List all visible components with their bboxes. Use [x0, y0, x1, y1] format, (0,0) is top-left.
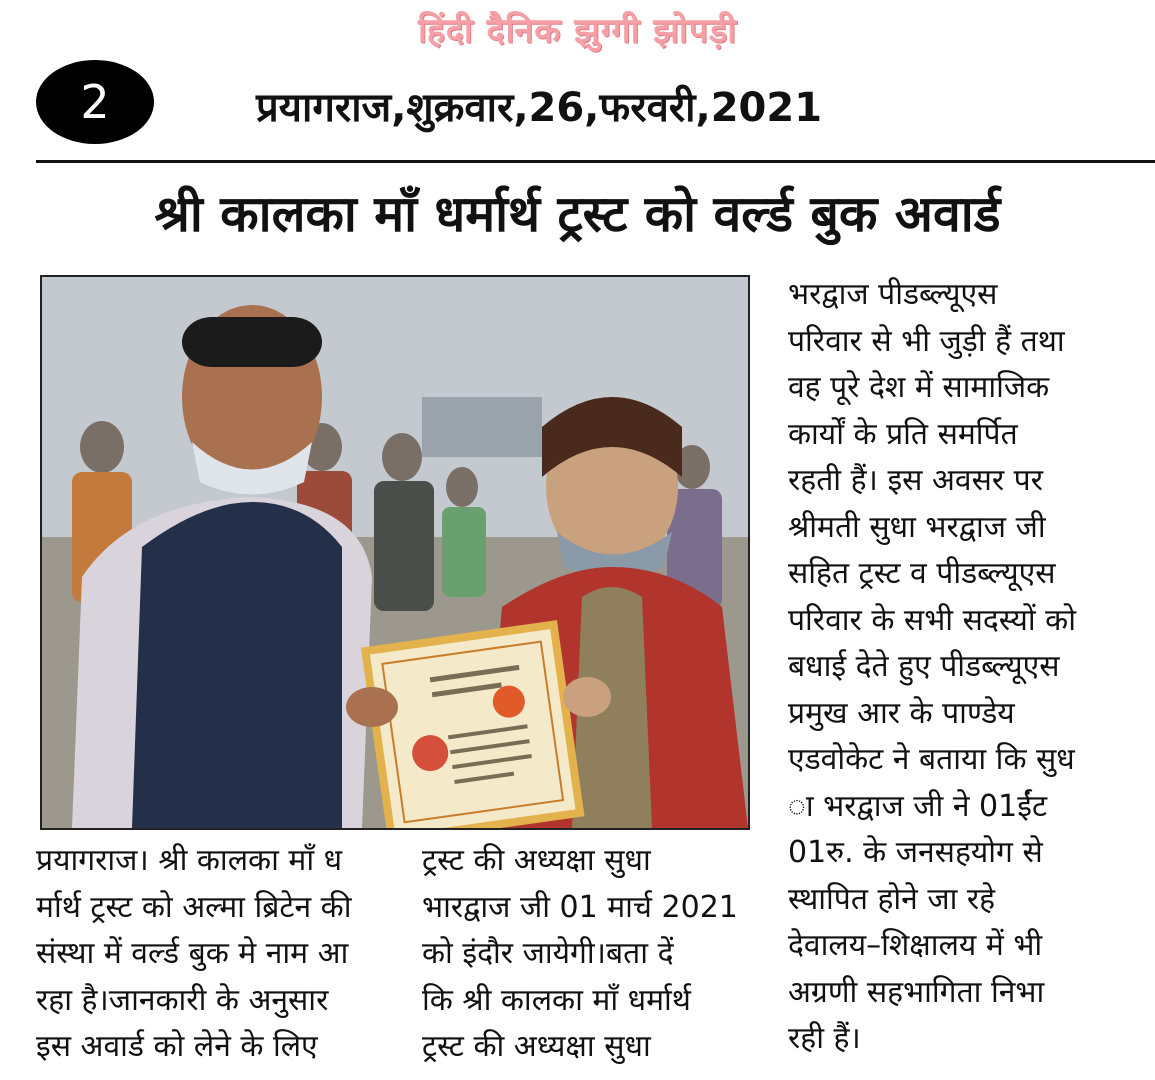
article-line: संस्था में वर्ल्ड बुक मे नाम आ: [36, 936, 349, 971]
article-line: अग्रणी सहभागिता निभा: [788, 974, 1045, 1010]
masthead-title: हिंदी दैनिक झुग्गी झोपड़ी: [417, 11, 738, 51]
article-line: भारद्वाज जी 01 मार्च 2021: [422, 889, 738, 925]
article-line: श्रीमती सुधा भरद्वाज जी: [788, 509, 1046, 545]
article-line: सहित ट्रस्ट व पीडब्ल्यूएस: [788, 556, 1056, 591]
article-column-right: [788, 272, 1128, 1063]
news-photo: [40, 275, 750, 830]
headline: श्री कालका माँ धर्मार्थ ट्रस्ट को वर्ल्ड बुक अवार्ड: [154, 185, 1001, 243]
article-column-a: [36, 838, 396, 1071]
article-line: रहती हैं। इस अवसर पर: [788, 463, 1043, 498]
article-line: रहा है।जानकारी के अनुसार: [36, 982, 329, 1018]
article-line: बधाई देते हुए पीडब्ल्यूएस: [788, 649, 1060, 684]
article-line: रही हैं।: [788, 1021, 861, 1056]
dateline: प्रयागराज,शुक्रवार,26,फरवरी,2021: [256, 85, 823, 131]
article-line: ट्रस्ट की अध्यक्षा सुधा: [422, 1029, 651, 1064]
article-line: प्रमुख आर के पाण्डेय: [788, 695, 1015, 731]
article-line: परिवार के सभी सदस्यों को: [788, 602, 1076, 638]
article-line: देवालय–शिक्षालय में भी: [788, 928, 1043, 963]
article-line: भरद्वाज पीडब्ल्यूएस: [788, 277, 998, 312]
article-line: 01रु. के जनसहयोग से: [788, 835, 1043, 870]
header-divider: [36, 160, 1155, 163]
article-line: ा भरद्वाज जी ने 01ईंट: [788, 788, 1048, 824]
article-line: र्मार्थ ट्रस्ट को अल्मा ब्रिटेन की: [36, 889, 352, 925]
article-line: प्रयागराज। श्री कालका माँ ध: [36, 843, 343, 878]
article-line: परिवार से भी जुड़ी हैं तथा: [788, 323, 1065, 359]
article-line: एडवोकेट ने बताया कि सुध: [788, 742, 1075, 777]
article-line: कार्यों के प्रति समर्पित: [788, 416, 1018, 452]
article-column-b: [422, 838, 760, 1071]
page-number-badge: 2: [36, 60, 154, 144]
article-line: वह पूरे देश में सामाजिक: [788, 370, 1050, 405]
article-line: कि श्री कालका माँ धर्मार्थ: [422, 982, 691, 1018]
article-line: इस अवार्ड को लेने के लिए: [36, 1029, 318, 1064]
article-line: स्थापित होने जा रहे: [788, 881, 996, 917]
article-line: ट्रस्ट की अध्यक्षा सुधा: [422, 843, 651, 878]
article-line: को इंदौर जायेगी।बता दें: [422, 936, 674, 971]
photo-illustration: [42, 277, 748, 828]
